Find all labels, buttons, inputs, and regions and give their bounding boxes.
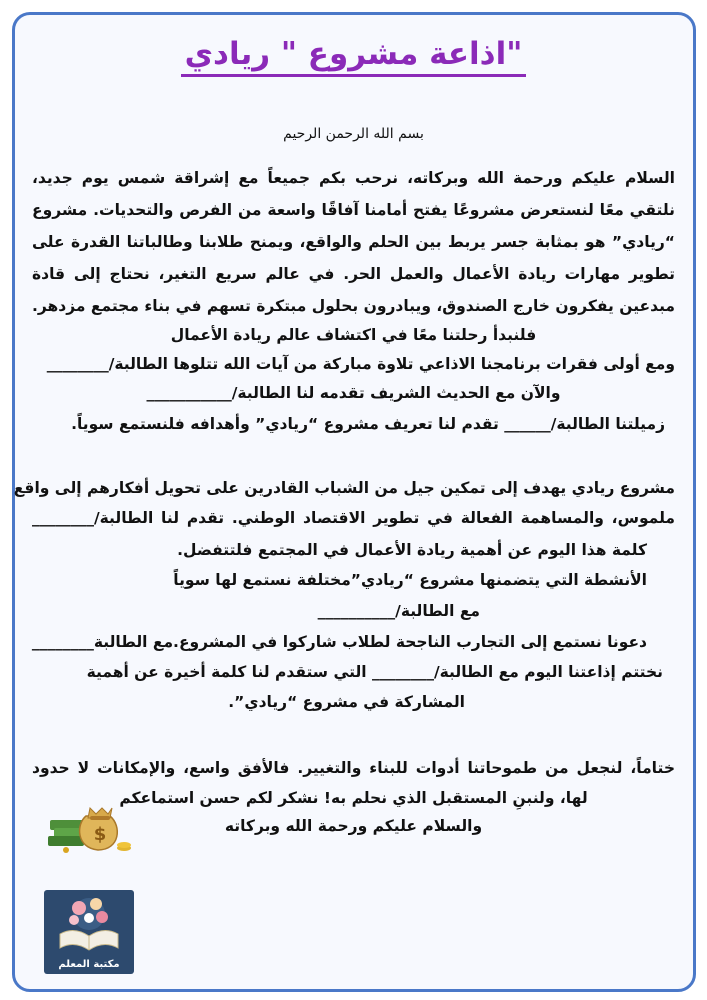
text-line: مبدعين يفكرون خارج الصندوق، ويبادرون بحلول مبتكرة تسهم في بناء مجتمع مزدهر. bbox=[32, 297, 675, 315]
money-bags-icon bbox=[46, 790, 138, 854]
text-line: دعونا نستمع إلى التجارب الناجحة لطلاب شاركوا في المشروع.مع الطالبة________ bbox=[31, 633, 647, 651]
text-line: نلتقي معًا لنستعرض مشروعًا يفتح أمامنا آفاقًا واسعة من الفرص والتحديات. مشروع bbox=[32, 201, 675, 219]
logo bbox=[44, 890, 134, 974]
text-line: السلام عليكم ورحمة الله وبركاته، نرحب بكم جميعاً مع إشراقة شمس يوم جديد، bbox=[32, 169, 675, 187]
text-line: “ريادي” هو بمثابة جسر يربط بين الحلم والواقع، ويمنح طلابنا وطالباتنا القدرة على bbox=[32, 233, 675, 251]
basmala: بسم الله الرحمن الرحيم bbox=[283, 126, 424, 142]
text-line: ومع أولى فقرات برنامجنا الاذاعي تلاوة مباركة من آيات الله تتلوها الطالبة/________ bbox=[46, 355, 675, 373]
text-line: مع الطالبة/__________ bbox=[317, 602, 480, 620]
text-line: المشاركة في مشروع “ريادي”. bbox=[228, 693, 465, 711]
text-line: كلمة هذا اليوم عن أهمية ريادة الأعمال في المجتمع فلتتفضل. bbox=[177, 541, 647, 559]
text-line: ملموس، والمساهمة الفعالة في تطوير الاقتصاد الوطني. تقدم لنا الطالبة/________ bbox=[32, 509, 675, 527]
book-flowers-icon bbox=[44, 890, 134, 960]
page-title: اذاعة مشروع " ريادي" bbox=[0, 36, 707, 72]
text-line: ختاماً، لنجعل من طموحاتنا أدوات للبناء والتغيير. فالأفق واسع، والإمكانات لا حدود bbox=[32, 759, 675, 777]
text-line: زميلتنا الطالبة/______ تقدم لنا تعريف مشروع “ريادي” وأهدافه فلنستمع سوياً. bbox=[71, 415, 665, 433]
text-line: مشروع ريادي يهدف إلى تمكين جيل من الشباب القادرين على تحويل أفكارهم إلى واقع bbox=[13, 479, 675, 497]
text-line: فلنبدأ رحلتنا معًا في اكتشاف عالم ريادة الأعمال bbox=[170, 326, 537, 344]
svg-text:$: $ bbox=[93, 824, 107, 845]
text-line: تطوير مهارات ريادة الأعمال والعمل الحر. في عالم سريع التغير، نحتاج إلى قادة bbox=[32, 265, 675, 283]
text-line: الأنشطة التي يتضمنها مشروع “ريادي”مختلفة نستمع لها سوياً bbox=[173, 571, 647, 589]
text-line: نختتم إذاعتنا اليوم مع الطالبة/________ التي ستقدم لنا كلمة أخيرة عن أهمية bbox=[86, 663, 663, 681]
text-line: والسلام عليكم ورحمة الله وبركاته bbox=[224, 817, 483, 835]
logo-text: مكتبة المعلم bbox=[58, 959, 120, 970]
text-line: لها، ولنبنِ المستقبل الذي نحلم به! نشكر لكم حسن استماعكم bbox=[119, 789, 588, 807]
text-line: والآن مع الحديث الشريف تقدمه لنا الطالبة/___________ bbox=[146, 384, 561, 402]
